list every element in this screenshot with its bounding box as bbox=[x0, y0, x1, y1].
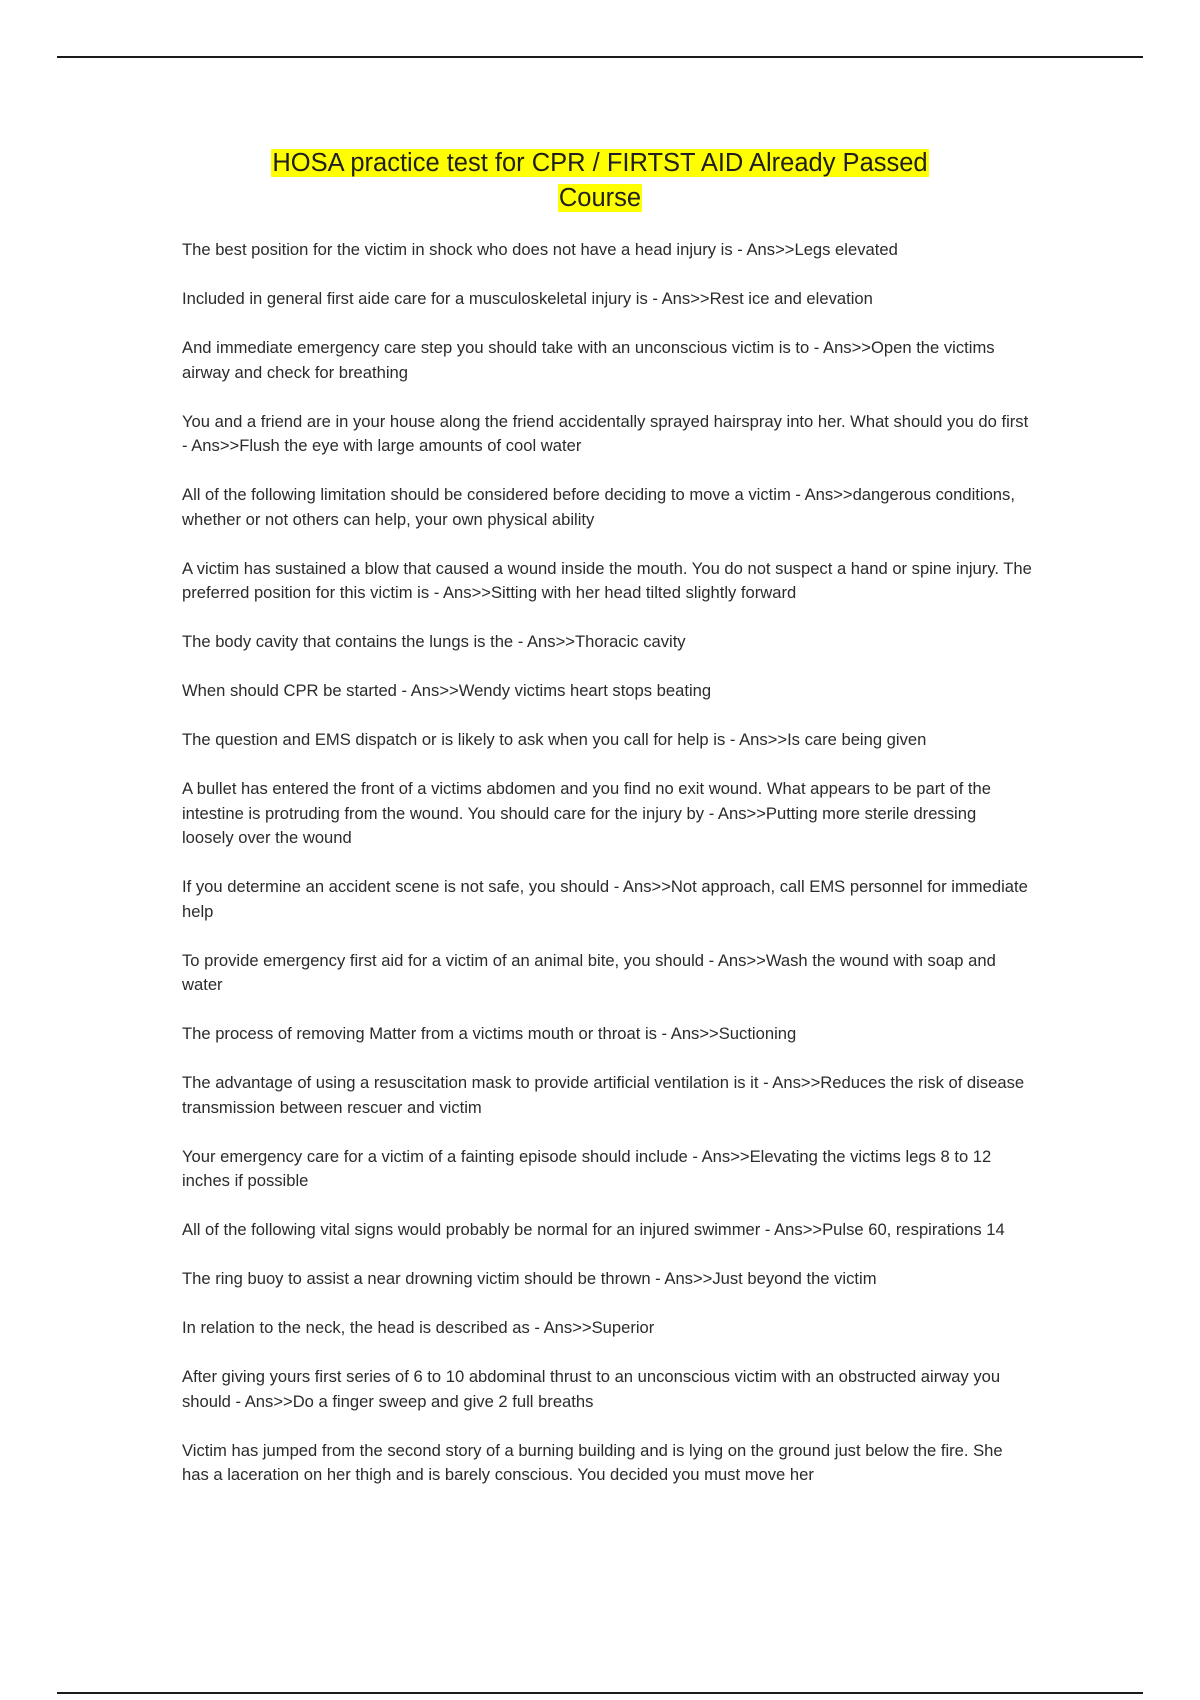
qa-item: A victim has sustained a blow that caused a wound inside the mouth. You do not suspect a hand or spine injury. The preferred position for this victim is - Ans>>Sitting with her head tilted slightly forward bbox=[182, 558, 1032, 602]
qa-item: The question and EMS dispatch or is likely to ask when you call for help is - Ans>>Is care being given bbox=[182, 730, 927, 749]
qa-item: Your emergency care for a victim of a fainting episode should include - Ans>>Elevating the victims legs 8 to 12 inches if possible bbox=[182, 1146, 992, 1190]
qa-item: The process of removing Matter from a victims mouth or throat is - Ans>>Suctioning bbox=[182, 1024, 797, 1043]
document-title bbox=[0, 146, 1200, 216]
header-rule bbox=[57, 56, 1143, 58]
qa-item: The best position for the victim in shock who does not have a head injury is - Ans>>Legs elevated bbox=[182, 240, 898, 259]
qa-item: The advantage of using a resuscitation mask to provide artificial ventilation is it - Ans>>Reduces the risk of disease transmission between rescuer and victim bbox=[182, 1073, 1025, 1117]
footer-rule bbox=[57, 1692, 1143, 1694]
qa-item: After giving yours first series of 6 to 10 abdominal thrust to an unconscious victim with an obstructed airway you should - Ans>>Do a finger sweep and give 2 full breaths bbox=[182, 1367, 1001, 1411]
qa-item: All of the following vital signs would probably be normal for an injured swimmer - Ans>>Pulse 60, respirations 14 bbox=[182, 1220, 1005, 1239]
qa-item: A bullet has entered the front of a victims abdomen and you find no exit wound. What appears to be part of the intestine is protruding from the wound. You should care for the injury by - Ans>>Putting more sterile dressing loosely over the wound bbox=[182, 779, 991, 847]
question-answer-list bbox=[182, 238, 1032, 1512]
qa-item: And immediate emergency care step you should take with an unconscious victim is to - Ans>>Open the victims airway and check for breathing bbox=[182, 338, 995, 382]
title-line-1: HOSA practice test for CPR / FIRTST AID Already Passed bbox=[272, 149, 928, 177]
qa-item: You and a friend are in your house along the friend accidentally sprayed hairspray into her. What should you do first - Ans>>Flush the eye with large amounts of cool water bbox=[182, 411, 1029, 455]
qa-item: In relation to the neck, the head is described as - Ans>>Superior bbox=[182, 1318, 655, 1337]
qa-item: All of the following limitation should be considered before deciding to move a victim - Ans>>dangerous conditions, whether or not others can help, your own physical ability bbox=[182, 485, 1015, 529]
qa-item: The ring buoy to assist a near drowning victim should be thrown - Ans>>Just beyond the victim bbox=[182, 1269, 877, 1288]
qa-item: If you determine an accident scene is not safe, you should - Ans>>Not approach, call EMS personnel for immediate help bbox=[182, 877, 1028, 921]
qa-item: The body cavity that contains the lungs is the - Ans>>Thoracic cavity bbox=[182, 632, 686, 651]
qa-item: When should CPR be started - Ans>>Wendy victims heart stops beating bbox=[182, 681, 712, 700]
qa-item: To provide emergency first aid for a victim of an animal bite, you should - Ans>>Wash the wound with soap and water bbox=[182, 950, 996, 994]
qa-item: Included in general first aide care for a musculoskeletal injury is - Ans>>Rest ice and elevation bbox=[182, 289, 873, 308]
qa-item: Victim has jumped from the second story of a burning building and is lying on the ground just below the fire. She has a laceration on her thigh and is barely conscious. You decided you must move her bbox=[182, 1440, 1003, 1484]
title-line-2: Course bbox=[558, 184, 642, 212]
